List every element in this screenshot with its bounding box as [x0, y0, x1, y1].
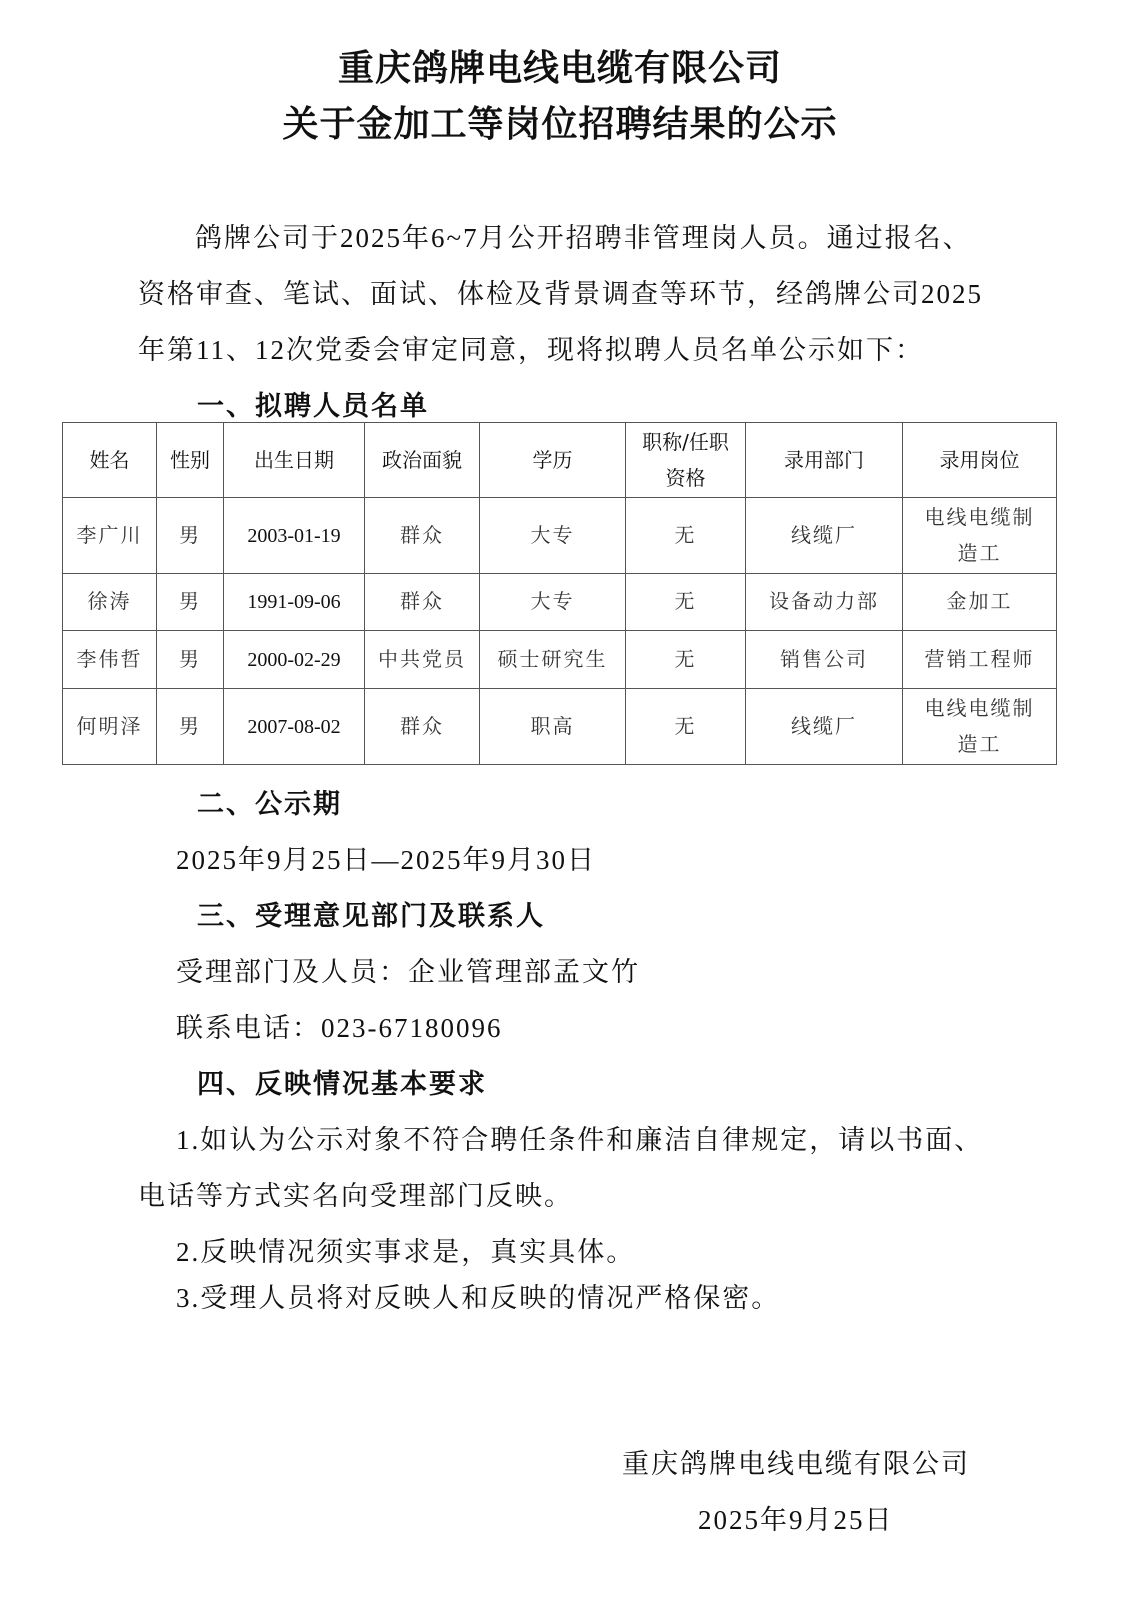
cell-education: 大专 — [480, 574, 626, 631]
cell-department: 设备动力部 — [746, 574, 903, 631]
cell-education: 职高 — [480, 689, 626, 765]
cell-political-status: 群众 — [365, 498, 480, 574]
requirement-1-line-2: 电话等方式实名向受理部门反映。 — [138, 1181, 573, 1211]
cell-gender: 男 — [157, 689, 224, 765]
cell-education: 硕士研究生 — [480, 631, 626, 689]
cell-name: 李广川 — [63, 498, 157, 574]
intro-line-1: 鸽牌公司于2025年6~7月公开招聘非管理岗人员。通过报名、 — [195, 223, 972, 253]
header-gender: 性别 — [157, 423, 224, 498]
section3-heading: 三、受理意见部门及联系人 — [197, 901, 545, 932]
section4-heading: 四、反映情况基本要求 — [197, 1069, 487, 1100]
table-row — [63, 689, 1057, 765]
cell-name: 李伟哲 — [63, 631, 157, 689]
cell-birthdate: 1991-09-06 — [224, 574, 365, 631]
section2-heading: 二、公示期 — [197, 789, 342, 820]
cell-department: 销售公司 — [746, 631, 903, 689]
table-row — [63, 498, 1057, 574]
contact-person: 受理部门及人员：企业管理部孟文竹 — [176, 957, 640, 987]
cell-position: 金加工 — [903, 574, 1057, 631]
candidate-table — [62, 422, 1057, 765]
cell-gender: 男 — [157, 631, 224, 689]
cell-political-status: 群众 — [365, 689, 480, 765]
cell-title: 无 — [626, 498, 746, 574]
cell-position: 营销工程师 — [903, 631, 1057, 689]
signature-date: 2025年9月25日 — [698, 1505, 894, 1535]
cell-position: 电线电缆制造工 — [903, 689, 1057, 765]
cell-title: 无 — [626, 689, 746, 765]
cell-position: 电线电缆制造工 — [903, 498, 1057, 574]
cell-education: 大专 — [480, 498, 626, 574]
table-header-row — [63, 423, 1057, 498]
requirement-3: 3.受理人员将对反映人和反映的情况严格保密。 — [176, 1283, 781, 1313]
document-title-line2: 关于金加工等岗位招聘结果的公示 — [282, 104, 838, 145]
cell-title: 无 — [626, 574, 746, 631]
cell-birthdate: 2003-01-19 — [224, 498, 365, 574]
requirement-2: 2.反映情况须实事求是，真实具体。 — [176, 1237, 636, 1267]
contact-phone: 联系电话：023-67180096 — [176, 1013, 503, 1043]
cell-name: 何明泽 — [63, 689, 157, 765]
cell-department: 线缆厂 — [746, 689, 903, 765]
cell-gender: 男 — [157, 498, 224, 574]
cell-political-status: 中共党员 — [365, 631, 480, 689]
section1-heading: 一、拟聘人员名单 — [197, 391, 429, 422]
header-position: 录用岗位 — [903, 423, 1057, 498]
table-row — [63, 631, 1057, 689]
cell-title: 无 — [626, 631, 746, 689]
table-row — [63, 574, 1057, 631]
header-education: 学历 — [480, 423, 626, 498]
cell-political-status: 群众 — [365, 574, 480, 631]
requirement-1-line-1: 1.如认为公示对象不符合聘任条件和廉洁自律规定，请以书面、 — [176, 1125, 984, 1155]
header-name: 姓名 — [63, 423, 157, 498]
header-department: 录用部门 — [746, 423, 903, 498]
publicity-period: 2025年9月25日—2025年9月30日 — [176, 845, 596, 875]
cell-gender: 男 — [157, 574, 224, 631]
intro-line-3: 年第11、12次党委会审定同意，现将拟聘人员名单公示如下： — [138, 335, 924, 365]
header-title: 职称/任职资格 — [626, 423, 746, 498]
signature-company: 重庆鸽牌电线电缆有限公司 — [622, 1449, 970, 1479]
cell-birthdate: 2000-02-29 — [224, 631, 365, 689]
document-title-line1: 重庆鸽牌电线电缆有限公司 — [337, 48, 782, 89]
header-political-status: 政治面貌 — [365, 423, 480, 498]
cell-name: 徐涛 — [63, 574, 157, 631]
header-birthdate: 出生日期 — [224, 423, 365, 498]
cell-department: 线缆厂 — [746, 498, 903, 574]
intro-line-2: 资格审查、笔试、面试、体检及背景调查等环节，经鸽牌公司2025 — [138, 279, 983, 309]
cell-birthdate: 2007-08-02 — [224, 689, 365, 765]
